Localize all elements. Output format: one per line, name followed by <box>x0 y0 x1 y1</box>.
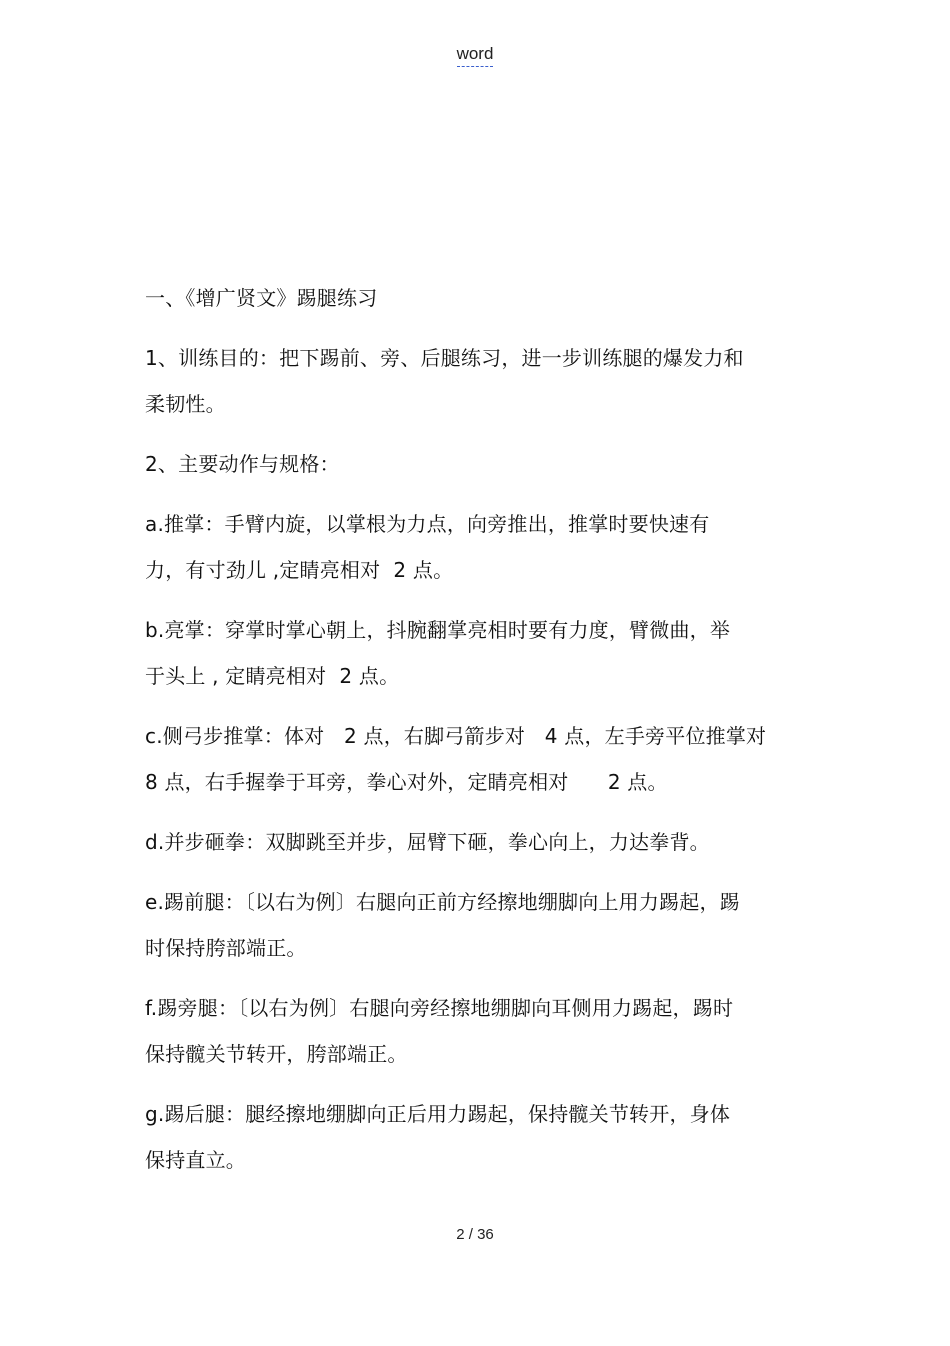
paragraph-e <box>145 879 795 971</box>
paragraph-line: 1、训练目的：把下踢前、旁、后腿练习，进一步训练腿的爆发力和 <box>145 346 744 370</box>
page-number: 2 / 36 <box>456 1226 494 1243</box>
paragraph-line: e.踢前腿：〔以右为例〕右腿向正前方经擦地绷脚向上用力踢起，踢 <box>145 890 740 914</box>
paragraph-line: c.侧弓步推掌：体对 2 点，右脚弓箭步对 4 点，左手旁平位推掌对 <box>145 724 767 748</box>
paragraph-2 <box>145 441 795 487</box>
paragraph-g <box>145 1091 795 1183</box>
heading-text: 一、《增广贤文》踢腿练习 <box>145 286 378 310</box>
paragraph-f <box>145 985 795 1077</box>
paragraph-line: d.并步砸拳：双脚跳至并步，屈臂下砸，拳心向上，力达拳背。 <box>145 830 710 854</box>
paragraph-line: 保持髋关节转开，胯部端正。 <box>145 1042 408 1066</box>
section-heading <box>145 275 795 321</box>
paragraph-line: 柔韧性。 <box>145 392 226 416</box>
paragraph-line: 时保持胯部端正。 <box>145 936 307 960</box>
header-word-label: word <box>457 44 494 67</box>
paragraph-line: 8 点，右手握拳于耳旁，拳心对外，定睛亮相对 2 点。 <box>145 770 668 794</box>
paragraph-line: a.推掌：手臂内旋，以掌根为力点，向旁推出，推掌时要快速有 <box>145 512 710 536</box>
paragraph-line: b.亮掌：穿掌时掌心朝上，抖腕翻掌亮相时要有力度，臂微曲，举 <box>145 618 731 642</box>
paragraph-1 <box>145 335 795 427</box>
paragraph-b <box>145 607 795 699</box>
paragraph-line: 力，有寸劲儿 ,定睛亮相对 2 点。 <box>145 558 454 582</box>
paragraph-a <box>145 501 795 593</box>
paragraph-line: 保持直立。 <box>145 1148 246 1172</box>
paragraph-line: g.踢后腿：腿经擦地绷脚向正后用力踢起，保持髋关节转开，身体 <box>145 1102 731 1126</box>
document-body <box>145 275 795 1197</box>
paragraph-line: 2、主要动作与规格： <box>145 452 340 476</box>
paragraph-line: 于头上 , 定睛亮相对 2 点。 <box>145 664 400 688</box>
paragraph-line: f.踢旁腿：〔以右为例〕右腿向旁经擦地绷脚向耳侧用力踢起，踢时 <box>145 996 734 1020</box>
paragraph-c <box>145 713 795 805</box>
page-header <box>0 44 950 67</box>
paragraph-d <box>145 819 795 865</box>
